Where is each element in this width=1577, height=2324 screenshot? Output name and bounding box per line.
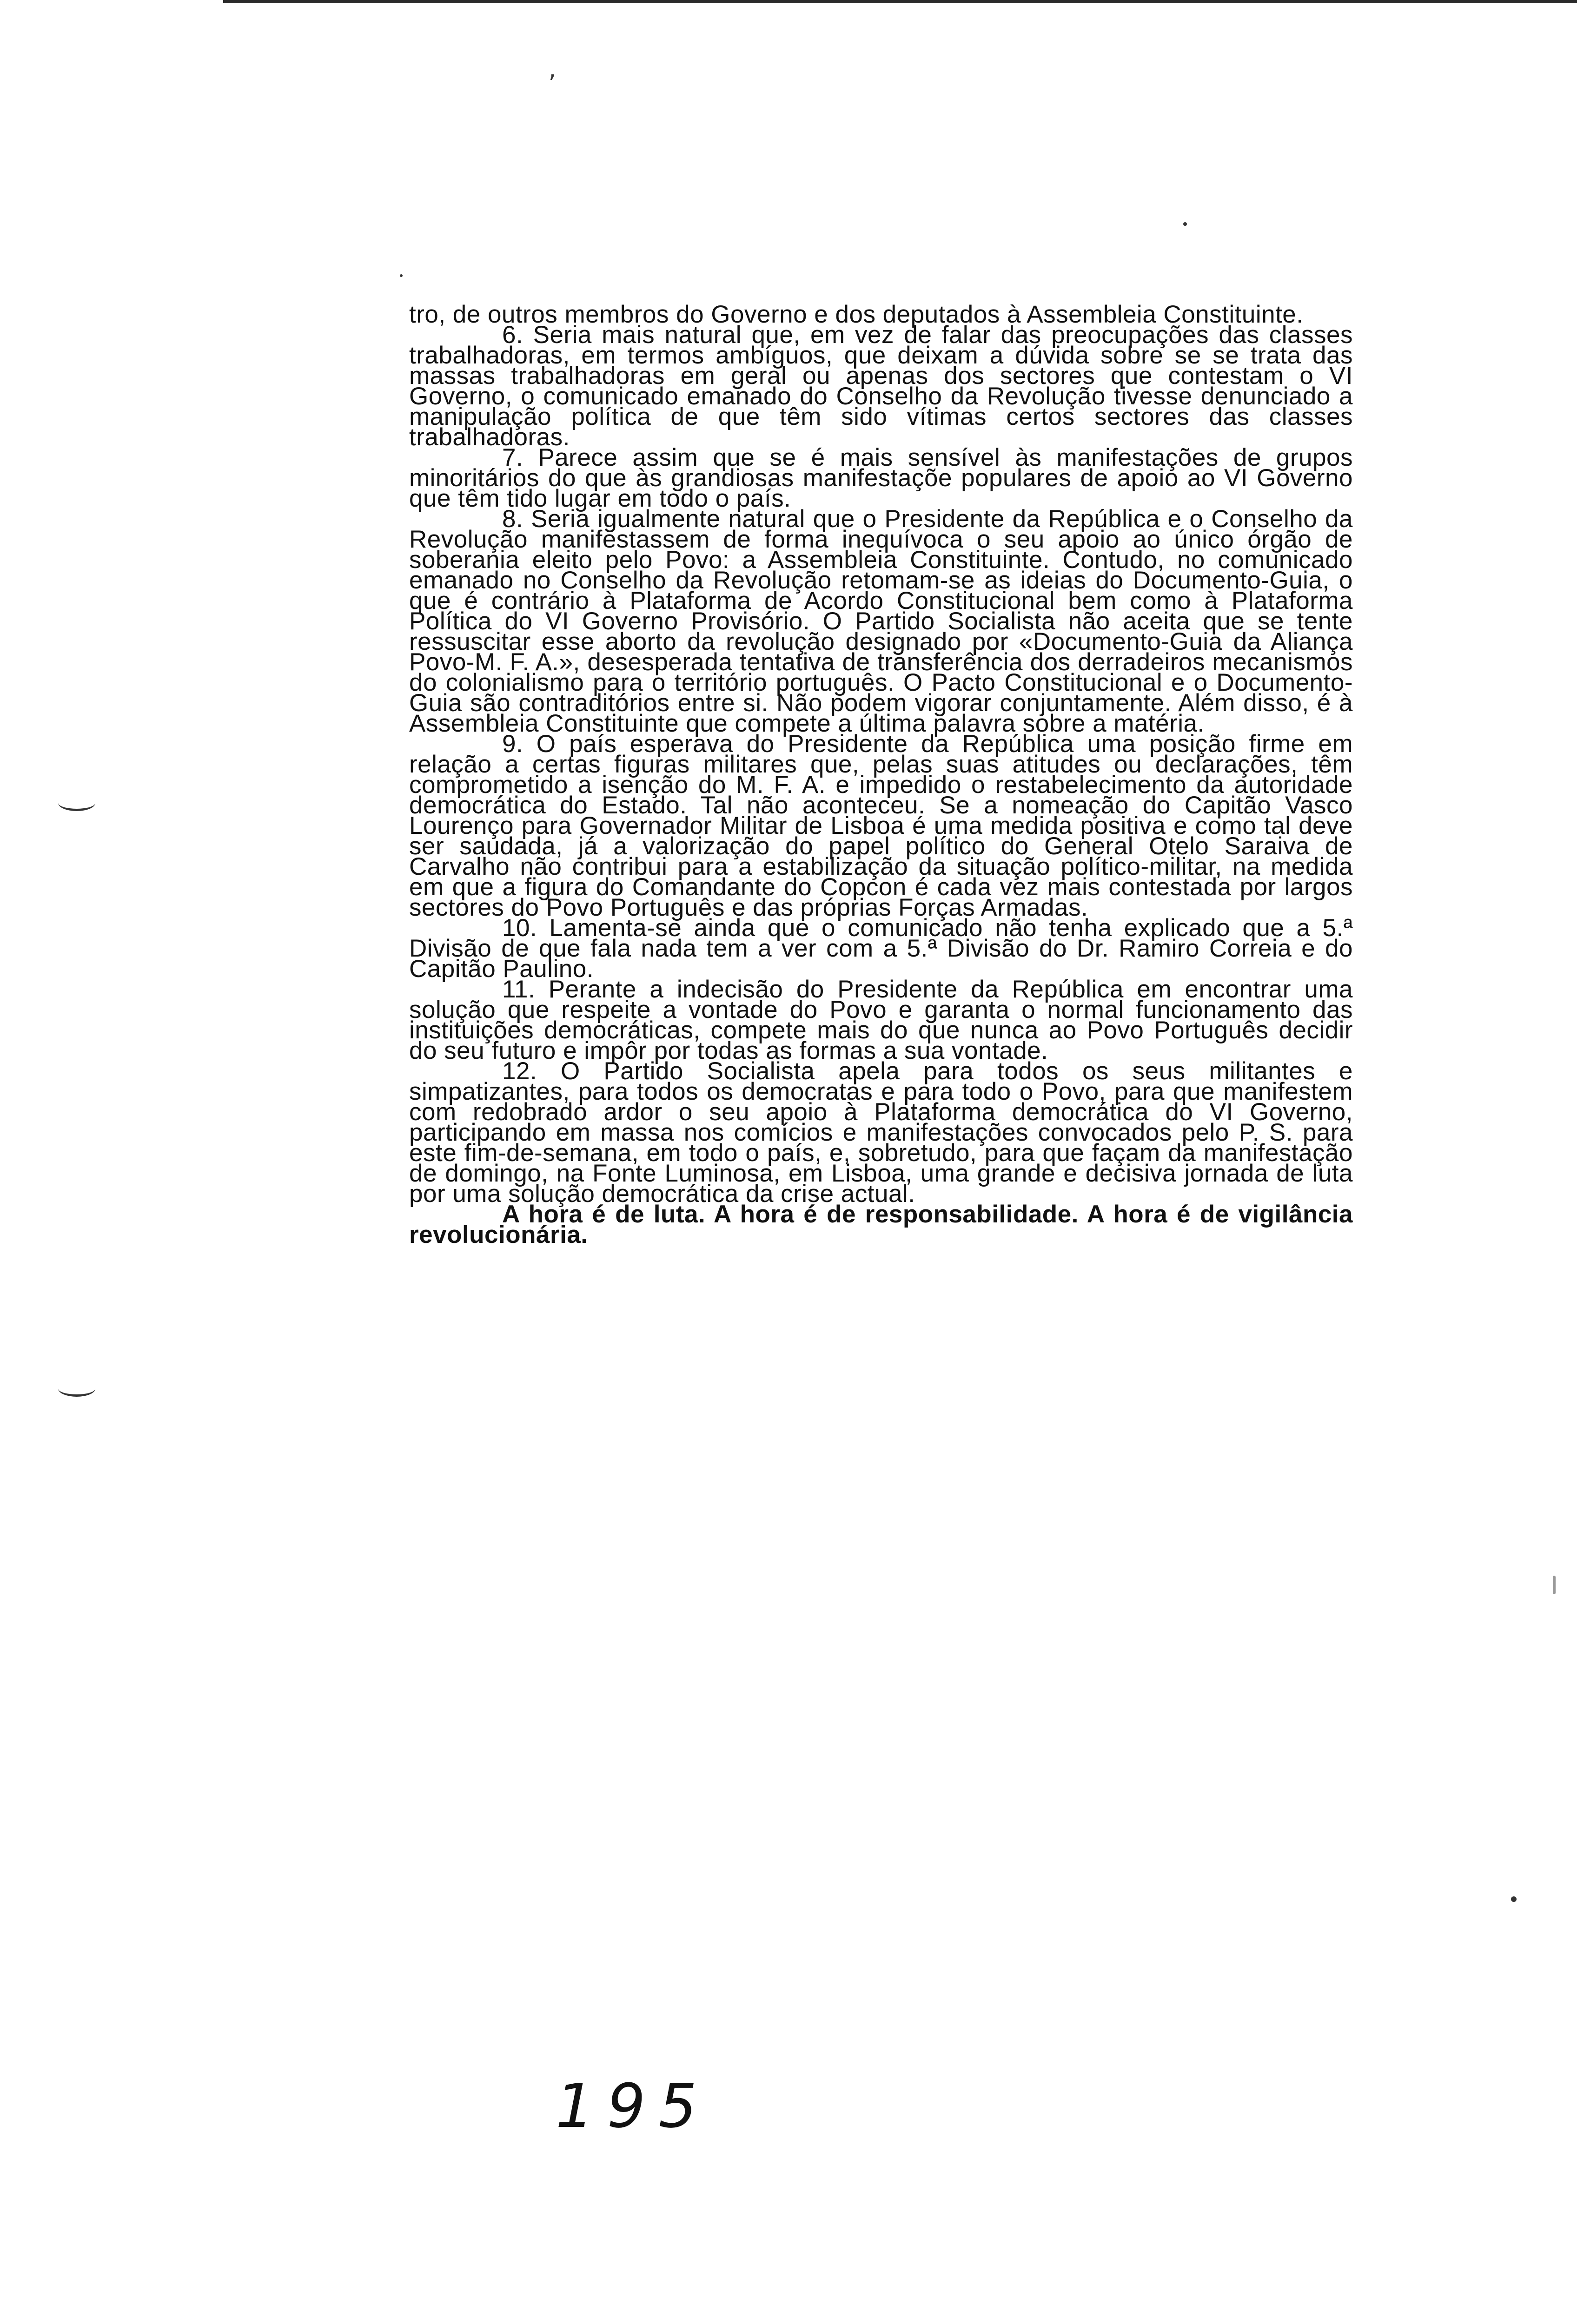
top-border-rule	[223, 0, 1577, 3]
closing-statement: A hora é de luta. A hora é de responsabilidade. A hora é de vigilância revolucionária.	[409, 1201, 1353, 1248]
paragraph-11: 11. Perante a indecisão do Presidente da República em encontrar uma solução que respeite a vontade do Povo e garanta o normal funcionamento das instituições democráticas, compete mais do que nunca ao Povo Português decidir do seu futuro e impôr por todas as formas a sua vontade.	[409, 976, 1353, 1064]
handwritten-page-number: 195	[556, 2071, 710, 2141]
document-body	[409, 301, 1353, 1248]
paragraph-6: 6. Seria mais natural que, em vez de falar das preocupações das classes trabalhadoras, em termos ambíguos, que deixam a dúvida sobre se se trata das massas trabalhadoras em geral ou apenas dos sectores que contestam o VI Governo, o comunicado emanado do Conselho da Revolução tivesse denunciado a manipulação política de que têm sido vítimas certos sectores das classes trabalhadoras.	[409, 321, 1353, 451]
paragraph-7: 7. Parece assim que se é mais sensível às manifestações de grupos minoritários do que às grandiosas manifestaçõe populares de apoio ao VI Governo que têm tido lugar em todo o país.	[409, 444, 1353, 512]
scan-speck	[1183, 222, 1187, 226]
scan-speck	[1553, 1576, 1556, 1594]
paragraph-continuation: tro, de outros membros do Governo e dos deputados à Assembleia Constituinte.	[409, 301, 1304, 328]
paragraph-12: 12. O Partido Socialista apela para todos os seus militantes e simpatizantes, para todos os democratas e para todo o Povo, para que manifestem com redobrado ardor o seu apoio à Plataforma democrática do VI Governo, participando em massa nos comícios e manifestações convocados pelo P. S. para este fim-de-semana, em todo o país, e, sobretudo, para que façam da manifestação de domingo, na Fonte Luminosa, em Lisboa, uma grande e decisiva jornada de luta por uma solução democrática da crise actual.	[409, 1057, 1353, 1208]
scan-speck	[400, 274, 403, 277]
scan-speck	[1511, 1896, 1517, 1902]
punch-hole-mark	[58, 795, 95, 811]
paragraph-10: 10. Lamenta-se ainda que o comunicado não tenha explicado que a 5.ª Divisão de que fala nada tem a ver com a 5.ª Divisão do Dr. Ramiro Correia e do Capitão Paulino.	[409, 914, 1353, 983]
scan-speck: ,	[549, 56, 556, 83]
paragraph-9: 9. O país esperava do Presidente da República uma posição firme em relação a certas figuras militares que, pelas suas atitudes ou declarações, têm comprometido a isenção do M. F. A. e impedido o restabelecimento da autoridade democrática do Estado. Tal não aconteceu. Se a nomeação do Capitão Vasco Lourenço para Governador Militar de Lisboa é uma medida positiva e como tal deve ser saudada, já a valorização do papel político do General Otelo Saraiva de Carvalho não contribui para a estabilização da situação político-militar, na medida em que a figura do Comandante do Copcon é cada vez mais contestada por largos sectores do Povo Português e das próprias Forças Armadas.	[409, 730, 1353, 921]
punch-hole-mark	[58, 1380, 95, 1397]
paragraph-8: 8. Seria igualmente natural que o Presidente da República e o Conselho da Revolução manifestassem de forma inequívoca o seu apoio ao único órgão de soberania eleito pelo Povo: a Assembleia Constituinte. Contudo, no comunicado emanado no Conselho da Revolução retomam-se as ideias do Documento-Guia, o que é contrário à Plataforma de Acordo Constitucional bem como à Plataforma Política do VI Governo Provisório. O Partido Socialista não aceita que se tente ressuscitar esse aborto da revolução designado por «Documento-Guia da Aliança Povo-M. F. A.», desesperada tentativa de transferência dos derradeiros mecanismos do colonialismo para o território português. O Pacto Constitucional e o Documento-Guia são contraditórios entre si. Não podem vigorar conjuntamente. Além disso, é à Assembleia Constituinte que compete a última palavra sobre a matéria.	[409, 505, 1353, 737]
